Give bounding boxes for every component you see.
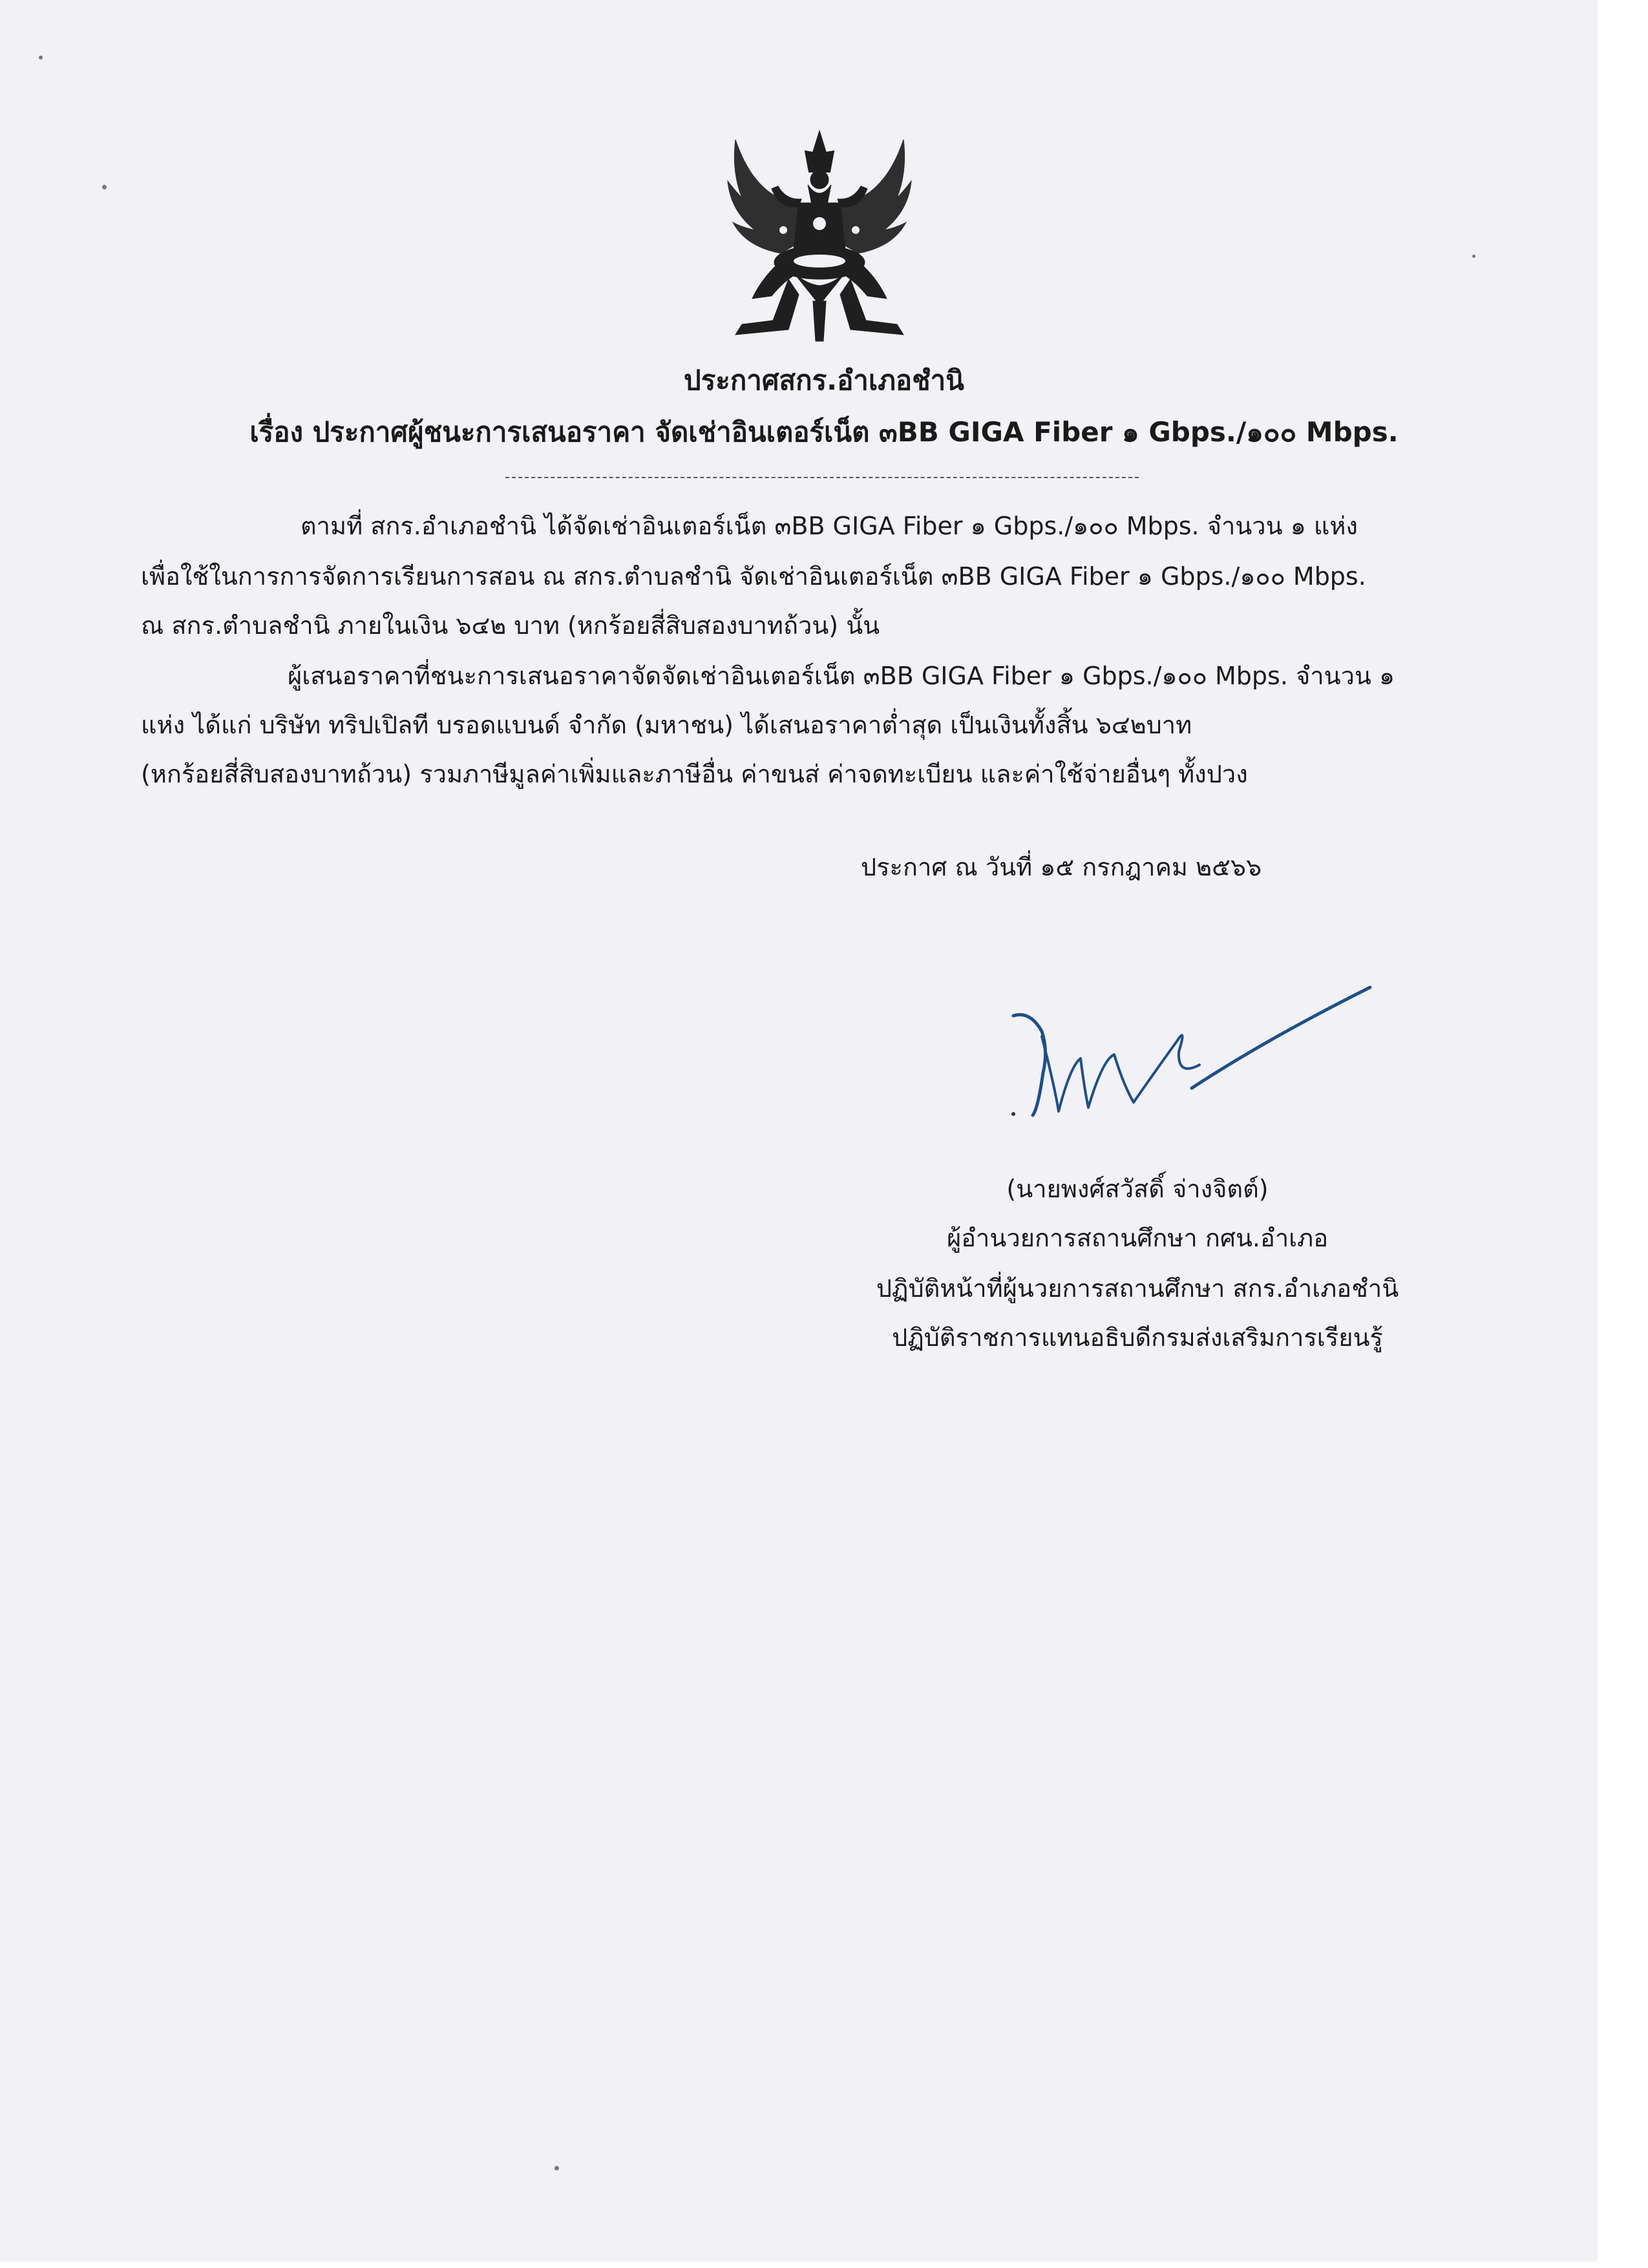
paragraph1-line3: ณ สกร.ตำบลชำนิ ภายในเงิน ๖๔๒ บาท (หกร้อยสี่สิบสองบาทถ้วน) นั้น xyxy=(141,611,880,640)
garuda-emblem xyxy=(716,127,923,346)
paragraph1-line1: ตามที่ สกร.อำเภอชำนิ ได้จัดเช่าอินเตอร์เน็ต ๓BB GIGA Fiber ๑ Gbps./๑๐๐ Mbps. จำนวน ๑ แห่ง xyxy=(301,512,1358,540)
scan-speck xyxy=(1472,255,1475,258)
scan-speck xyxy=(555,2166,559,2170)
header-divider xyxy=(505,477,1139,478)
office-title: ประกาศสกร.อำเภอชำนิ xyxy=(684,364,964,396)
announcement-subject: เรื่อง ประกาศผู้ชนะการเสนอราคา จัดเช่าอินเตอร์เน็ต ๓BB GIGA Fiber ๑ Gbps./๑๐๐ Mbps. xyxy=(249,416,1399,448)
paragraph1-line2: เพื่อใช้ในการการจัดการเรียนการสอน ณ สกร.ตำบลชำนิ จัดเช่าอินเตอร์เน็ต ๓BB GIGA Fiber ๑ Gbps./๑๐๐ Mbps. xyxy=(141,562,1366,591)
scan-speck xyxy=(39,56,43,59)
signature xyxy=(1008,976,1383,1124)
signatory-position-3: ปฏิบัติราชการแทนอธิบดีกรมส่งเสริมการเรียนรู้ xyxy=(892,1323,1383,1352)
signatory-name: (นายพงศ์สวัสดิ์ จ่างจิตต์) xyxy=(1006,1175,1269,1203)
paragraph2-line2: แห่ง ได้แก่ บริษัท ทริปเปิลที บรอดแบนด์ จำกัด (มหาชน) ได้เสนอราคาต่ำสุด เป็นเงินทั้งสิ้น ๖๔๒บาท xyxy=(141,711,1192,739)
paragraph2-line1: ผู้เสนอราคาที่ชนะการเสนอราคาจัดจัดเช่าอินเตอร์เน็ต ๓BB GIGA Fiber ๑ Gbps./๑๐๐ Mbps. จำนวน ๑ xyxy=(288,662,1395,690)
signatory-position-1: ผู้อำนวยการสถานศึกษา กศน.อำเภอ xyxy=(946,1224,1329,1252)
announcement-date: ประกาศ ณ วันที่ ๑๕ กรกฎาคม ๒๕๖๖ xyxy=(861,853,1262,881)
paragraph2-line3: (หกร้อยสี่สิบสองบาทถ้วน) รวมภาษีมูลค่าเพิ่มและภาษีอื่น ค่าขนส่ ค่าจดทะเบียน และค่าใช้จ่ายอื่นๆ ทั้งปวง xyxy=(141,760,1248,788)
scan-margin xyxy=(1598,0,1648,2268)
scan-speck xyxy=(102,185,107,189)
signatory-position-2: ปฏิบัติหน้าที่ผู้นวยการสถานศึกษา สกร.อำเภอชำนิ xyxy=(876,1274,1399,1303)
